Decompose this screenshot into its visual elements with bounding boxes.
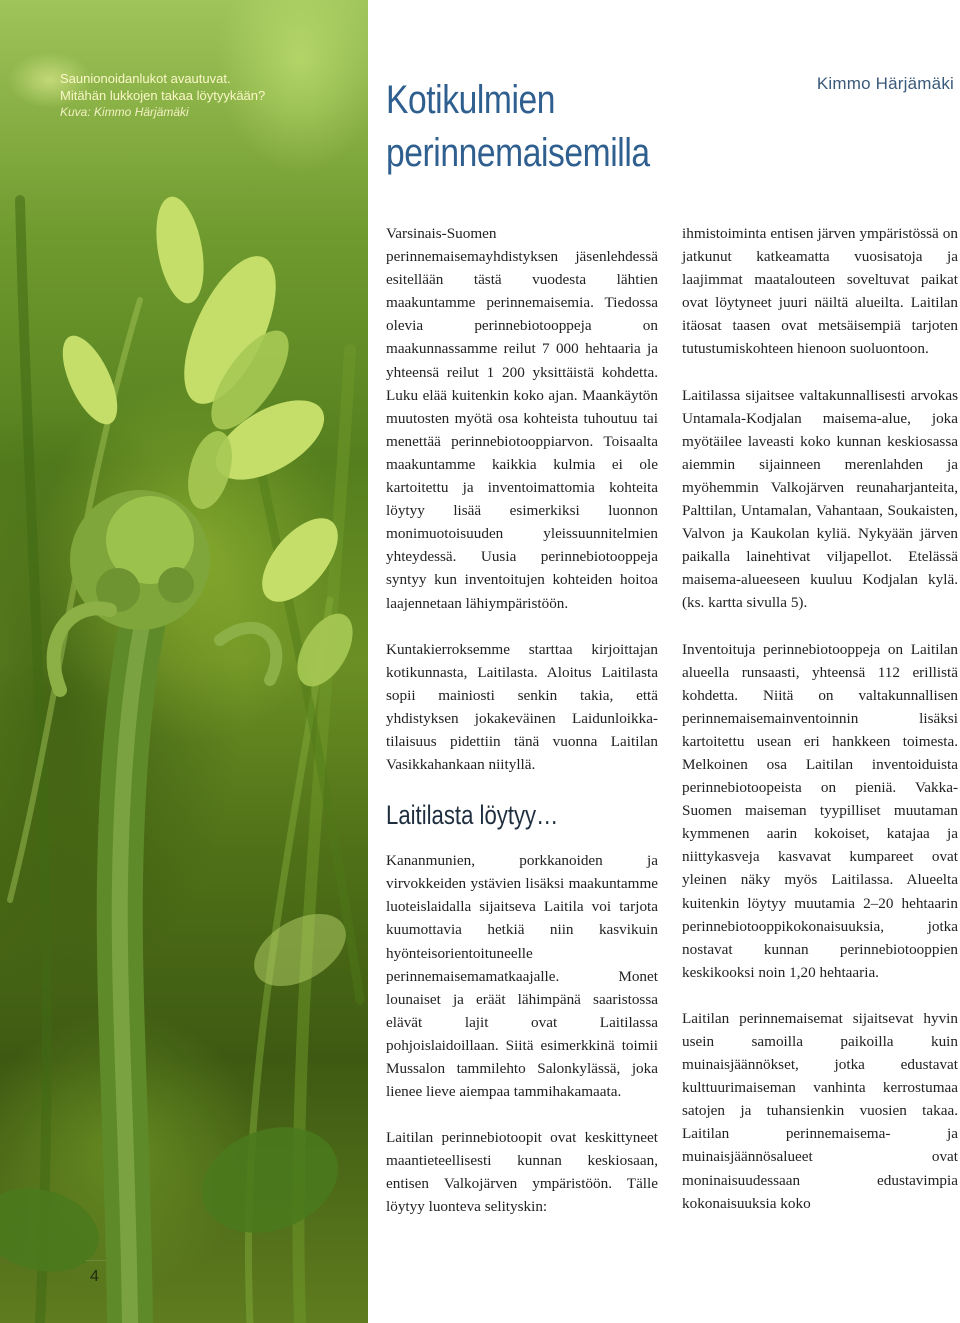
article-title — [386, 74, 722, 180]
paragraph: Kuntakierroksemme starttaa kirjoittajan kotikunnasta, Laitilasta. Aloitus Laitilasta sopii mainiosti senkin takia, että yhdistyksen jokakeväinen Laidunloikka-tilaisuus pidettiin tänä vuonna Laitilan Vasikkahankaan niityllä. — [386, 640, 658, 774]
page-number-rule — [86, 1260, 106, 1261]
paragraph: ihmistoiminta entisen järven ympäristössä on jatkunut katkeamatta vuosisatoja ja laajimmat maatalouteen soveltuvat paikat ovat löytyneet juuri näiltä alueilta. Laitilan itäosat taasen ovat metsäisempiä tarjoten tutustumiskohteen hienoon suoluontoon. — [682, 225, 958, 358]
photo-caption — [60, 70, 350, 121]
paragraph: Laitilan perinnebiotoopit ovat keskittyneet maantieteellisesti kunnan keskiosaan, entisen Valkojärven ympäristöön. Tälle löytyy luonteva selityskin: — [386, 1129, 658, 1216]
article-title-line-1: Kotikulmien — [386, 78, 556, 122]
paragraph: Inventoituja perinnebiotooppeja on Laitilan alueella runsaasti, yhteensä 112 erillistä kohdetta. Niitä on valtakunnallisen perinnemaisemainventoinnin lisäksi kartoitettu usean eri hankkeen toimesta. Melkoinen osa Laitilan inventoiduista perinnebiotoopeista on pieniä. Vakka-Suomen maiseman tyypilliset muutaman kymmenen aarin kokoiset, katajaa ja niittykasveja kasvavat kumpareet ovat yleinen näky myös Laitilassa. Alueelta kuitenkin löytyy muutamia 2–20 hehtaarin perinnebiotooppikokonaisuuksia, jotka nostavat kunnan perinnebiotooppien keskikooksi noin 1,20 hehtaaria. — [682, 640, 958, 981]
caption-line-2: Mitähän lukkojen takaa löytyykään? — [60, 88, 266, 103]
fern-plant-photo — [0, 0, 368, 1323]
paragraph: Kananmunien, porkkanoiden ja virvokkeiden ystävien lisäksi maakuntamme luoteislaidalla sijaitseva Laitila voi tarjota kuumottavia hetkiä niin kasvikuin hyönteisorientoituneelle perinnemaisemamatkaajalle. Monet lounaiset ja eräät lähimpänä saaristossa elävät lajit ovat Laitilassa pohjoislaidoillaan. Siitä esimerkkinä toimii Mussalon tammilehto Salonkylässä, joka lienee lieve aiempaa tammihakamaata. — [386, 852, 658, 1101]
article-title-line-2: perinnemaisemilla — [386, 131, 650, 175]
section-heading: Laitilasta löytyy… — [386, 800, 559, 831]
photo-credit: Kuva: Kimmo Härjämäki — [60, 105, 189, 119]
fern-plant-illustration — [0, 0, 368, 1323]
body-column-right — [682, 222, 958, 1238]
paragraph: Laitilassa sijaitsee valtakunnallisesti arvokas Untamala-Kodjalan maisema-alue, joka myötäilee laveasti koko kunnan keskiosassa aiemmin sijainneen merenlahden ja myöhemmin Valkojärven reunaharjanteita, Palttilan, Untamalan, Vahantaan, Soukaisten, Valvon ja Kaukolan kyliä. Nykyään järven paikalla lainehtivat viljapellot. Etelässä maisema-alueeseen kuuluu Kodjalan kylä. (ks. kartta sivulla 5). — [682, 386, 958, 612]
paragraph: Laitilan perinnemaisemat sijaitsevat hyvin usein samoilla paikoilla kuin muinaisjäännökset, jotka edustavat kulttuurimaiseman vanhinta kerrostumaa satojen ja tuhansienkin vuosien takaa. Laitilan perinnemaisema- ja muinaisjäännösalueet ovat moninaisuudessaan edustavimpia kokonaisuuksia koko — [682, 1009, 958, 1212]
paragraph: Varsinais-Suomen perinnemaisemayhdistyksen jäsenlehdessä esitellään tästä vuodesta lähtien maakuntamme perinnemaisemia. Tiedossa olevia perinnebiotooppeja on maakunnassamme reilut 7 000 hehtaaria ja yhteensä reilut 1 200 yksittäistä kohdetta. Luku elää kuitenkin koko ajan. Maankäytön muutosten myötä osa kohteista tuhoutuu tai menettää perinnebiotooppiarvon. Toisaalta maakuntamme kaikkia kulmia ei ole kartoitettu ja inventoimattomia kohteita löytyy lisää esimerkiksi luonnon monimuotoisuuden yleissuunnitelmien yhteydessä. Uusia perinnebiotooppeja syntyy kun inventoitujen kohteiden hoitoa laajennetaan lähiympäristöön. — [386, 225, 658, 612]
body-column-left — [386, 222, 658, 1242]
page-number: 4 — [90, 1268, 99, 1285]
author-name: Kimmo Härjämäki — [816, 74, 954, 93]
caption-line-1: Saunionoidanlukot avautuvat. — [60, 71, 231, 86]
